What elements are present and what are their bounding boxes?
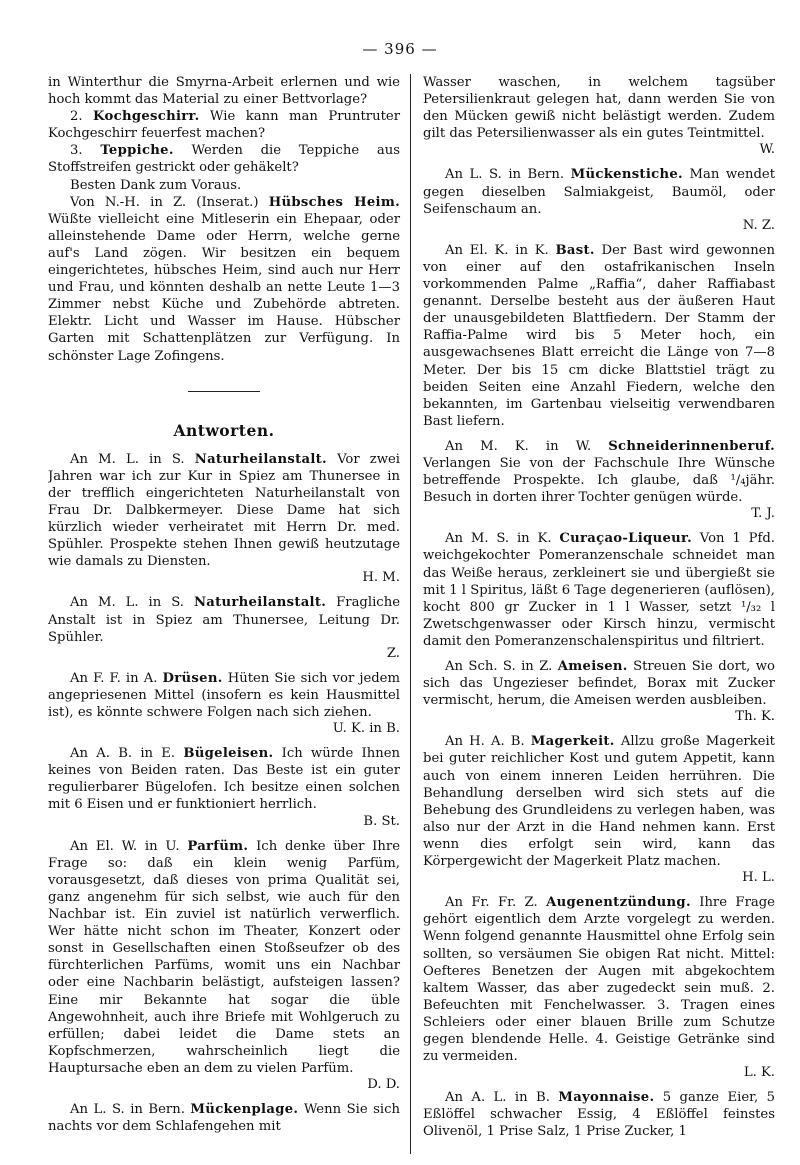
answer-paragraph: An El. W. in U. Parfüm. Ich denke über Ihre Frage so: daß ein klein wenig Parfüm, vorausgesetzt, daß dieses von prima Qualität sei, ganz angenehm für sich selbst, wie auch für den Nachbar ist. Ein zuviel ist natürlich verwerflich. Wer hätte nicht schon im Theater, Konzert oder sonst in Gesellschaften einen Stoßseufzer ob des fürchterlichen Parfüms, womit uns ein Nachbar oder eine Nachbarin belästigt, aufsteigen lassen? Eine mir Bekannte hat sogar die üble Angewohnheit, auch ihre Briefe mit Wohlgeruch zu erfüllen; dabei leidet die Dame stets an Kopfschmerzen, wahrscheinlich liegt die Hauptursache eben an dem zu vielen Parfüm. D. D. <box>48 838 400 1092</box>
topic-keyword: Mückenstiche. <box>570 167 683 183</box>
topic-keyword: Naturheilanstalt. <box>193 595 327 611</box>
topic-keyword: Teppiche. <box>100 143 174 159</box>
answer-paragraph: An El. K. in K. Bast. Der Bast wird gewonnen von einer auf den ostafrikanischen Inseln vorkommenden Palme „Raffia“, daher Raffiabast genannt. Derselbe besteht aus der äußeren Haut der unausgebildeten Blattfiedern. Der Stamm der Raffia-Palme wird bis 5 Meter hoch, ein ausgewachsenes Blatt erreicht die Länge von 7—8 Meter. Der bis 15 cm dicke Blattstiel trägt zu beiden Seiten eine Anzahl Fiedern, welche den bekannten, im Gartenbau vielseitig verwendbaren Bast liefern. <box>423 242 775 429</box>
topic-keyword: Kochgeschirr. <box>93 109 200 125</box>
right-column <box>411 74 775 1165</box>
answer-paragraph: An Fr. Fr. Z. Augenentzündung. Ihre Frage gehört eigentlich dem Arzte vorgelegt zu werden. Wenn folgend genannte Hausmittel ohne Erfolg sein sollten, so versäumen Sie obigen Rat nicht. Mittel: Oefteres Benetzen der Augen mit abgekochtem kaltem Wasser, das aber zugedeckt sein muß. 2. Befeuchten mit Fenchelwasser. 3. Tragen eines Schleiers oder einer blauen Brille zum Schutze gegen blendende Helle. 4. Geistige Getränke sind zu vermeiden. L. K. <box>423 895 775 1081</box>
question-paragraph: in Winterthur die Smyrna-Arbeit erlernen und wie hoch kommt das Material zu einer Bettvorlage? <box>48 75 400 108</box>
signature: T. J. <box>751 506 775 522</box>
signature: Th. K. <box>735 709 775 725</box>
answer-paragraph: An H. A. B. Magerkeit. Allzu große Magerkeit bei guter reichlicher Kost und gutem Appetit, kann auch von einem inneren Leiden herrühren. Die Behandlung derselben wird sich stets auf die Behebung des Grundleidens zu verlegen haben, was also nur der Arzt in die Hand nehmen kann. Erst wenn dies erfolgt sein wird, kann das Körpergewicht der Magerkeit Platz machen. H. L. <box>423 734 775 886</box>
answer-paragraph: An M. L. in S. Naturheilanstalt. Fragliche Anstalt ist in Spiez am Thunersee, Leitung Dr. Spühler. Z. <box>48 595 400 661</box>
section-divider <box>188 391 260 392</box>
two-column-body <box>48 74 776 1165</box>
answer-paragraph: An L. S. in Bern. Mückenstiche. Man wendet gegen dieselben Salmiakgeist, Baumöl, oder Seifenschaum an. N. Z. <box>423 167 775 233</box>
topic-keyword: Drüsen. <box>162 670 223 686</box>
answer-paragraph: An Sch. S. in Z. Ameisen. Streuen Sie dort, wo sich das Ungezieser befindet, Borax mit Zucker vermischt, herum, die Ameisen werden ausbleiben. Th. K. <box>423 659 775 725</box>
topic-keyword: Augenentzündung. <box>546 895 691 911</box>
answer-paragraph: An M. L. in S. Naturheilanstalt. Vor zwei Jahren war ich zur Kur in Spiez am Thunersee in der trefflich eingerichteten Naturheilanstalt von Frau Dr. Dalbkermeyer. Diese Dame hat sich kürzlich wieder verheiratet mit Herrn Dr. med. Spühler. Prospekte stehen Ihnen gewiß heutzutage wie damals zu Diensten. H. M. <box>48 451 401 586</box>
signature: L. K. <box>743 1065 775 1081</box>
signature: N. Z. <box>742 217 775 233</box>
signature: H. M. <box>362 570 400 586</box>
question-paragraph: 3. Teppiche. Werden die Teppiche aus Stoffstreifen gestrickt oder gehäkelt? <box>48 143 400 176</box>
signature: B. St. <box>363 813 400 829</box>
signature: Z. <box>386 645 400 661</box>
topic-keyword: Ameisen. <box>557 659 628 674</box>
topic-keyword: Hübsches Heim. <box>268 194 401 210</box>
topic-keyword: Naturheilanstalt. <box>194 451 327 467</box>
section-heading: Antworten. <box>173 420 275 440</box>
topic-keyword: Mayonnaise. <box>558 1090 655 1106</box>
closing-line: Besten Dank zum Voraus. <box>70 177 242 193</box>
question-paragraph: 2. Kochgeschirr. Wie kann man Pruntruter Kochgeschirr feuerfest machen? <box>48 109 401 142</box>
signature: U. K. in B. <box>332 721 400 737</box>
answer-paragraph: An M. K. in W. Schneiderinnenberuf. Verlangen Sie von der Fachschule Ihre Wünsche betreffende Prospekte. Ich glaube, daß ¹/₄jähr. Besuch in dorten ihrer Tochter genügen würde. T. J. <box>423 438 775 522</box>
topic-keyword: Curaçao-Liqueur. <box>559 531 692 547</box>
signature: W. <box>759 142 775 158</box>
topic-keyword: Mückenplage. <box>190 1102 299 1118</box>
topic-keyword: Schneiderinnenberuf. <box>608 438 775 454</box>
left-column <box>48 74 410 1165</box>
answer-paragraph: An M. S. in K. Curaçao-Liqueur. Von 1 Pfd. weichgekochter Pomeranzenschale schneidet man das Weiße heraus, zerkleinert sie und übergießt sie mit 1 l Spiritus, läßt 6 Tage degenerieren (auflösen), kocht 800 gr Zucker in 1 l Wasser, setzt ¹/₃₂ l Zwetschgenwasser oder Kirsch hinzu, vermischt damit den Pomeranzenschalenspiritus und filtriert. <box>423 531 775 649</box>
signature: H. L. <box>742 870 775 886</box>
page-number: — 396 — <box>362 40 438 58</box>
answer-paragraph: Wasser waschen, in welchem tagsüber Petersilienkraut gelegen hat, dann werden Sie von den Mücken gewiß nicht belästigt werden. Zudem gilt das Petersilienwasser als ein gutes Teintmittel. W. <box>423 75 775 158</box>
answer-paragraph: An A. B. in E. Bügeleisen. Ich würde Ihnen keines von Beiden raten. Das Beste ist ein guter regulierbarer Bügelofen. Ich besitze einen solchen mit 6 Eisen und er funktioniert herrlich. B. St. <box>48 746 400 829</box>
topic-keyword: Bügeleisen. <box>183 746 274 762</box>
signature: D. D. <box>367 1076 400 1092</box>
answer-paragraph: An A. L. in B. Mayonnaise. 5 ganze Eier, 5 Eßlöffel schwacher Essig, 4 Eßlöffel feinstes Olivenöl, 1 Prise Salz, 1 Prise Zucker, 1 <box>423 1090 775 1140</box>
answer-paragraph: An L. S. in Bern. Mückenplage. Wenn Sie sich nachts vor dem Schlafengehen mit <box>48 1102 401 1135</box>
answer-paragraph: An F. F. in A. Drüsen. Hüten Sie sich vor jedem angepriesenen Mittel (insofern es kein Hausmittel ist), es könnte schwere Folgen nach sich ziehen. U. K. in B. <box>48 670 400 737</box>
question-paragraph: Von N.-H. in Z. (Inserat.) Hübsches Heim. Wüßte vielleicht eine Mitleserin ein Ehepaar, oder alleinstehende Dame oder Herrn, welche gerne auf's Land zögen. Wir besitzen ein bequem eingerichtetes, hübsches Heim, sind auch nur Herr und Frau, und könnten deshalb an nette Leute 1—3 Zimmer nebst Küche und Zubehörde abtreten. Elektr. Licht und Wasser im Hause. Hübscher Garten mit Schattenplätzen zur Verfügung. In schönster Lage Zofingens. <box>48 194 401 364</box>
topic-keyword: Bast. <box>555 242 595 258</box>
topic-keyword: Magerkeit. <box>530 734 615 750</box>
topic-keyword: Parfüm. <box>187 838 249 854</box>
